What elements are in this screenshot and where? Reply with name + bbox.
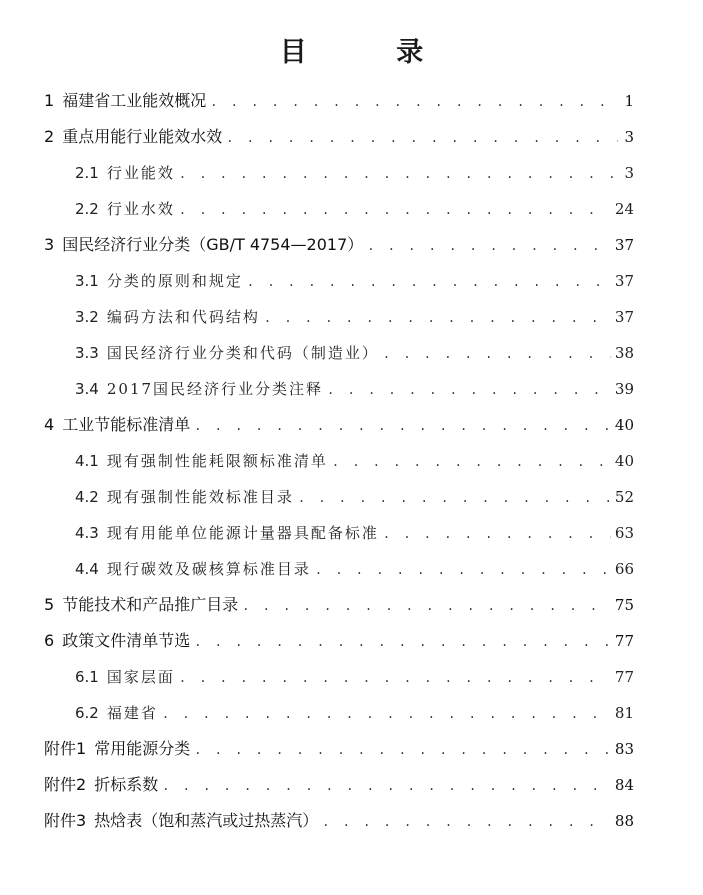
toc-page-number: 66 <box>614 560 634 578</box>
toc-entry-title: 编码方法和代码结构 <box>106 308 260 326</box>
toc-entry-label <box>44 772 158 798</box>
toc-entry[interactable] <box>44 628 634 654</box>
toc-entry-title: 国家层面 <box>106 668 175 686</box>
toc-entry-number: 2.2 <box>75 200 99 218</box>
toc-entry-number: 4.4 <box>75 560 99 578</box>
toc-entry-number: 6.1 <box>75 668 99 686</box>
toc-entry-title: 2017国民经济行业分类注释 <box>106 380 324 398</box>
toc-entry[interactable] <box>75 520 634 546</box>
toc-page-number: 84 <box>614 776 634 794</box>
toc-entry-title: 工业节能标准清单 <box>62 415 191 434</box>
toc-entry-title: 热焓表（饱和蒸汽或过热蒸汽） <box>94 811 319 830</box>
toc-entry[interactable] <box>75 160 634 186</box>
toc-page-number: 77 <box>614 668 634 686</box>
toc-entry-label <box>75 520 379 546</box>
toc-entry-number: 1 <box>44 91 55 110</box>
toc-entry[interactable] <box>75 448 634 474</box>
toc-entry-number: 3 <box>44 235 55 254</box>
toc-entry-title: 节能技术和产品推广目录 <box>62 595 239 614</box>
toc-entry-label <box>75 196 175 222</box>
toc-leader-dots <box>322 809 611 835</box>
toc-entry-title: 行业能效 <box>106 164 175 182</box>
toc-entry-label <box>44 592 238 618</box>
toc-entry-label <box>44 88 206 114</box>
toc-entry-title: 福建省 <box>106 704 158 722</box>
toc-entry[interactable] <box>44 232 634 258</box>
page-title: 目 录 <box>279 37 464 68</box>
toc-page-number: 39 <box>614 380 634 398</box>
toc-leader-dots <box>298 485 611 511</box>
toc-page-number: 88 <box>614 812 634 830</box>
toc-entry[interactable] <box>44 772 634 798</box>
toc-entry[interactable] <box>44 412 634 438</box>
toc-leader-dots <box>247 269 611 295</box>
toc-leader-dots <box>179 197 611 223</box>
toc-entry-number: 4.3 <box>75 524 99 542</box>
toc-page-number: 75 <box>614 596 634 614</box>
toc-leader-dots <box>194 413 611 439</box>
toc-leader-dots <box>315 557 611 583</box>
toc-entry-number: 5 <box>44 595 55 614</box>
toc-entry[interactable] <box>44 736 634 762</box>
toc-page-number: 40 <box>614 416 634 434</box>
toc-entry-label <box>75 376 323 402</box>
toc-entry-label <box>75 556 311 582</box>
toc-page-number: 77 <box>614 632 634 650</box>
toc-page-number: 38 <box>614 344 634 362</box>
toc-entry[interactable] <box>75 268 634 294</box>
toc-entry[interactable] <box>44 88 634 114</box>
toc-entry-number: 4 <box>44 415 55 434</box>
toc-entry[interactable] <box>75 196 634 222</box>
toc-entry-number: 附件3 <box>44 811 87 830</box>
toc-page-number: 83 <box>614 740 634 758</box>
toc-entry[interactable] <box>75 556 634 582</box>
toc-page-number: 1 <box>624 92 634 110</box>
toc-leader-dots <box>383 341 611 367</box>
toc-page-number: 37 <box>614 308 634 326</box>
toc-entry-label <box>44 412 190 438</box>
toc-leader-dots <box>194 737 611 763</box>
toc-entry-label <box>75 268 243 294</box>
toc-entry[interactable] <box>75 700 634 726</box>
toc-entry-number: 3.3 <box>75 344 99 362</box>
toc-leader-dots <box>210 89 618 115</box>
toc-entry-title: 福建省工业能效概况 <box>62 91 207 110</box>
toc-leader-dots <box>242 593 611 619</box>
toc-leader-dots <box>332 449 611 475</box>
toc-leader-dots <box>179 161 618 187</box>
toc-entry-label <box>44 628 190 654</box>
toc-entry-number: 4.2 <box>75 488 99 506</box>
toc-entry-label <box>75 448 328 474</box>
toc-entry-number: 4.1 <box>75 452 99 470</box>
toc-entry-number: 6 <box>44 631 55 650</box>
toc-leader-dots <box>194 629 611 655</box>
toc-entry-number: 2 <box>44 127 55 146</box>
toc-entry[interactable] <box>75 376 634 402</box>
toc-page-number: 52 <box>614 488 634 506</box>
toc-entry[interactable] <box>44 592 634 618</box>
toc-entry[interactable] <box>75 340 634 366</box>
toc-leader-dots <box>226 125 618 151</box>
toc-entry-number: 3.1 <box>75 272 99 290</box>
toc-page-number: 37 <box>614 272 634 290</box>
toc-leader-dots <box>162 701 611 727</box>
toc-entry-title: 现有用能单位能源计量器具配备标准 <box>106 524 379 542</box>
toc-entry-label <box>75 700 158 726</box>
toc-leader-dots <box>264 305 611 331</box>
toc-entry-title: 现行碳效及碳核算标准目录 <box>106 560 311 578</box>
toc-entry-title: 常用能源分类 <box>94 739 191 758</box>
toc-entry-number: 附件1 <box>44 739 87 758</box>
toc-leader-dots <box>162 773 611 799</box>
toc-entry-title: 国民经济行业分类和代码（制造业） <box>106 344 379 362</box>
toc-entry[interactable] <box>75 304 634 330</box>
toc-entry[interactable] <box>44 124 634 150</box>
toc-page-number: 3 <box>624 164 634 182</box>
toc-entry-number: 6.2 <box>75 704 99 722</box>
toc-entry-label <box>75 340 379 366</box>
toc-entry-number: 3.2 <box>75 308 99 326</box>
toc-entry[interactable] <box>75 484 634 510</box>
toc-entry-title: 现有强制性能耗限额标准清单 <box>106 452 328 470</box>
toc-entry-label <box>44 232 363 258</box>
toc-entry-title: 分类的原则和规定 <box>106 272 243 290</box>
toc-entry-label <box>75 484 294 510</box>
toc-page-number: 3 <box>624 128 634 146</box>
toc-entry[interactable] <box>75 664 634 690</box>
toc-entry-number: 2.1 <box>75 164 99 182</box>
toc-entry-title: 现有强制性能效标准目录 <box>106 488 294 506</box>
toc-entry-label <box>75 160 175 186</box>
toc-entry-title: 政策文件清单节选 <box>62 631 191 650</box>
toc-entry-title: 行业水效 <box>106 200 175 218</box>
toc-leader-dots <box>327 377 611 403</box>
toc-entry-title: 国民经济行业分类（GB/T 4754—2017） <box>62 235 364 254</box>
toc-page-number: 81 <box>614 704 634 722</box>
toc-entry-label <box>44 736 190 762</box>
toc-entry-label <box>44 124 222 150</box>
toc-page-number: 24 <box>614 200 634 218</box>
toc-entry-title: 重点用能行业能效水效 <box>62 127 223 146</box>
toc-page-number: 37 <box>614 236 634 254</box>
toc-page-number: 40 <box>614 452 634 470</box>
toc-entry[interactable] <box>44 808 634 834</box>
toc-entry-label <box>44 808 318 834</box>
toc-leader-dots <box>179 665 611 691</box>
toc-entry-number: 附件2 <box>44 775 87 794</box>
toc-entry-label <box>75 664 175 690</box>
toc-leader-dots <box>367 233 611 259</box>
toc-entry-number: 3.4 <box>75 380 99 398</box>
toc-leader-dots <box>383 521 611 547</box>
toc-page-number: 63 <box>614 524 634 542</box>
toc-entry-title: 折标系数 <box>94 775 159 794</box>
toc-entry-label <box>75 304 260 330</box>
